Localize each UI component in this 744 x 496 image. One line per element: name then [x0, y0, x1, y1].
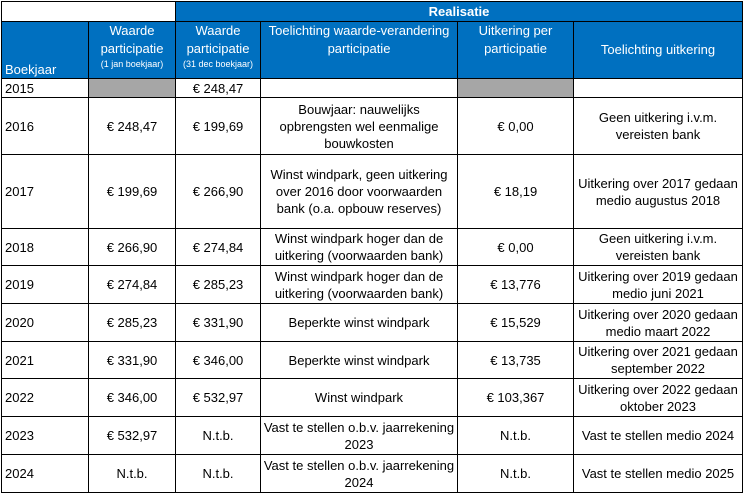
- end-value-cell: € 285,23: [176, 266, 261, 304]
- year-cell: 2022: [2, 379, 89, 417]
- end-value-cell: € 346,00: [176, 342, 261, 379]
- start-value-header-sub: (1 jan boekjaar): [100, 59, 164, 69]
- start-value-cell: € 199,69: [89, 155, 176, 229]
- end-value-cell: € 274,84: [176, 229, 261, 266]
- payout-cell: € 18,19: [458, 155, 574, 229]
- table-row: [2, 342, 743, 379]
- year-cell: 2016: [2, 98, 89, 155]
- table-row: [2, 455, 743, 493]
- change-cell: Beperkte winst windpark: [261, 304, 458, 342]
- end-value-cell: € 532,97: [176, 379, 261, 417]
- payout-cell: € 103,367: [458, 379, 574, 417]
- payout-note-cell: Vast te stellen medio 2025: [574, 455, 743, 493]
- year-cell: 2021: [2, 342, 89, 379]
- payout-header: [458, 22, 574, 79]
- start-value-cell: N.t.b.: [89, 455, 176, 493]
- change-cell: Winst windpark hoger dan de uitkering (voorwaarden bank): [261, 229, 458, 266]
- start-value-cell: € 532,97: [89, 417, 176, 455]
- change-header: [261, 22, 458, 79]
- start-value-cell: € 274,84: [89, 266, 176, 304]
- group-header-row: [2, 2, 743, 22]
- year-cell: 2015: [2, 79, 89, 98]
- payout-cell: N.t.b.: [458, 455, 574, 493]
- payout-note-cell: Uitkering over 2022 gedaan oktober 2023: [574, 379, 743, 417]
- end-value-cell: N.t.b.: [176, 417, 261, 455]
- payout-cell: € 15,529: [458, 304, 574, 342]
- year-header: Boekjaar: [2, 22, 89, 79]
- payout-note-cell: [574, 79, 743, 98]
- payout-note-header-label: Toelichting uitkering: [600, 42, 716, 57]
- start-value-header-main: Waarde participatie: [100, 23, 164, 56]
- payout-cell: N.t.b.: [458, 417, 574, 455]
- end-value-header: [176, 22, 261, 79]
- end-value-header-main: Waarde participatie: [186, 23, 250, 56]
- year-cell: 2024: [2, 455, 89, 493]
- end-value-cell: N.t.b.: [176, 455, 261, 493]
- table-row: [2, 304, 743, 342]
- payout-cell: € 13,735: [458, 342, 574, 379]
- table-row: [2, 229, 743, 266]
- empty-corner: [2, 2, 176, 22]
- realisatie-header: Realisatie: [176, 2, 743, 22]
- change-cell: Winst windpark hoger dan de uitkering (voorwaarden bank): [261, 266, 458, 304]
- table-row: [2, 155, 743, 229]
- payout-cell: € 0,00: [458, 98, 574, 155]
- payout-cell: € 0,00: [458, 229, 574, 266]
- change-header-label: Toelichting waarde-verandering participatie: [268, 23, 450, 56]
- start-value-cell: € 248,47: [89, 98, 176, 155]
- payout-cell: [458, 79, 574, 98]
- end-value-cell: € 248,47: [176, 79, 261, 98]
- payout-note-cell: Geen uitkering i.v.m. vereisten bank: [574, 98, 743, 155]
- start-value-header: [89, 22, 176, 79]
- payout-note-cell: Uitkering over 2017 gedaan medio augustus 2018: [574, 155, 743, 229]
- start-value-cell: [89, 79, 176, 98]
- year-cell: 2018: [2, 229, 89, 266]
- payout-note-cell: Uitkering over 2021 gedaan september 2022: [574, 342, 743, 379]
- start-value-cell: € 285,23: [89, 304, 176, 342]
- start-value-cell: € 331,90: [89, 342, 176, 379]
- end-value-cell: € 331,90: [176, 304, 261, 342]
- change-cell: Vast te stellen o.b.v. jaarrekening 2024: [261, 455, 458, 493]
- change-cell: [261, 79, 458, 98]
- table-row: [2, 79, 743, 98]
- start-value-cell: € 266,90: [89, 229, 176, 266]
- year-cell: 2023: [2, 417, 89, 455]
- participation-table: [1, 1, 743, 493]
- payout-note-cell: Uitkering over 2019 gedaan medio juni 2021: [574, 266, 743, 304]
- payout-note-header: [574, 22, 743, 79]
- payout-cell: € 13,776: [458, 266, 574, 304]
- year-cell: 2020: [2, 304, 89, 342]
- change-cell: Beperkte winst windpark: [261, 342, 458, 379]
- payout-note-cell: Uitkering over 2020 gedaan medio maart 2022: [574, 304, 743, 342]
- payout-note-cell: Geen uitkering i.v.m. vereisten bank: [574, 229, 743, 266]
- end-value-cell: € 266,90: [176, 155, 261, 229]
- year-cell: 2017: [2, 155, 89, 229]
- start-value-cell: € 346,00: [89, 379, 176, 417]
- end-value-header-sub: (31 dec boekjaar): [182, 59, 254, 69]
- year-cell: 2019: [2, 266, 89, 304]
- table-row: [2, 266, 743, 304]
- change-cell: Bouwjaar: nauwelijks opbrengsten wel eenmalige bouwkosten: [261, 98, 458, 155]
- payout-note-cell: Vast te stellen medio 2024: [574, 417, 743, 455]
- table-row: [2, 379, 743, 417]
- column-header-row: [2, 22, 743, 79]
- end-value-cell: € 199,69: [176, 98, 261, 155]
- change-cell: Winst windpark: [261, 379, 458, 417]
- payout-header-label: Uitkering per participatie: [478, 23, 553, 56]
- change-cell: Vast te stellen o.b.v. jaarrekening 2023: [261, 417, 458, 455]
- change-cell: Winst windpark, geen uitkering over 2016 door voorwaarden bank (o.a. opbouw reserves): [261, 155, 458, 229]
- table-row: [2, 98, 743, 155]
- table-row: [2, 417, 743, 455]
